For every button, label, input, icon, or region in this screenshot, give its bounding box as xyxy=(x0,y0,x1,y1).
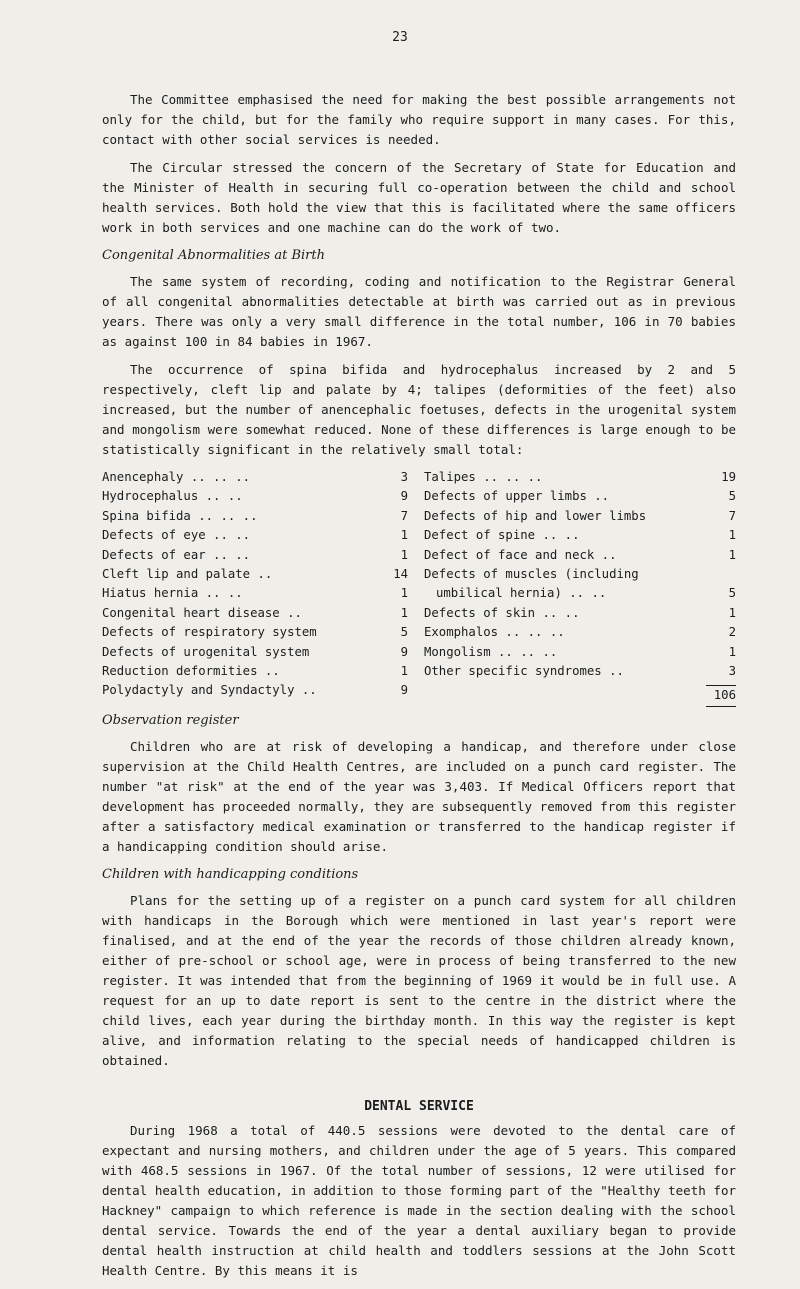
table-column-right xyxy=(424,468,736,707)
row-label: Defects of ear .. .. xyxy=(102,547,251,562)
row-value: 1 xyxy=(400,605,408,620)
row-label: Polydactyly and Syndactyly .. xyxy=(102,683,317,698)
row-label: Defects of skin .. .. xyxy=(424,605,580,620)
row-value: 3 xyxy=(728,664,736,679)
row-label: Congenital heart disease .. xyxy=(102,605,302,620)
row-value: 1 xyxy=(400,528,408,543)
paragraph: Children who are at risk of developing a handicap, and therefore under close supervision at the Child Health Centres, are included on a punch card register. The number "at risk" at the end of the year was 3,403. If Medical Officers report that development has proceeded normally, they are subsequently removed from this register after a satisfactory medical examination or transferred to the handicap register if a handicapping condition should arise. xyxy=(102,738,736,854)
row-value: 9 xyxy=(400,489,408,504)
row-value: 1 xyxy=(400,586,408,601)
row-label: Defect of face and neck .. xyxy=(424,547,617,562)
row-label: Defects of respiratory system xyxy=(102,625,317,640)
table-row xyxy=(424,604,736,623)
row-label: Defects of muscles (including xyxy=(424,567,639,582)
row-value: 1 xyxy=(728,528,736,543)
row-label: Hiatus hernia .. .. xyxy=(102,586,243,601)
table-row xyxy=(102,487,408,506)
table-row xyxy=(424,546,736,565)
section-heading-congenital: Congenital Abnormalities at Birth xyxy=(102,248,325,263)
row-label: Cleft lip and palate .. xyxy=(102,567,273,582)
row-label: Exomphalos .. .. .. xyxy=(424,625,565,640)
table-row xyxy=(424,623,736,642)
table-row xyxy=(102,662,408,681)
paragraph: The same system of recording, coding and notification to the Registrar General of all congenital abnormalities detectable at birth was carried out as in previous years. There was only a very small difference in the total number, 106 in 70 babies as against 100 in 84 babies in 1967. xyxy=(102,274,736,349)
row-value: 19 xyxy=(721,470,736,484)
paragraph: The occurrence of spina bifida and hydrocephalus increased by 2 and 5 respectively, cleft lip and palate by 4; talipes (deformities of the feet) also increased, but the number of anencephalic foetuses, defects in the urogenital system and mongolism were somewhat reduced. None of these differences is large enough to be statistically significant in the relatively small total: xyxy=(102,362,736,457)
row-value: 9 xyxy=(400,683,408,698)
row-label: Defects of hip and lower limbs xyxy=(424,508,647,523)
table-row xyxy=(424,507,736,526)
row-value: 9 xyxy=(400,644,408,659)
page-number: 23 xyxy=(392,30,408,45)
row-value: 14 xyxy=(393,567,408,582)
table-row xyxy=(102,468,408,487)
abnormalities-table xyxy=(102,468,736,707)
table-row xyxy=(102,604,408,623)
row-label: Talipes .. .. .. xyxy=(424,470,543,484)
table-row xyxy=(102,643,408,662)
section-heading-dental: DENTAL SERVICE xyxy=(364,1098,474,1114)
row-value: 5 xyxy=(400,625,408,640)
table-row xyxy=(424,565,736,584)
row-label: Defects of upper limbs .. xyxy=(424,489,610,504)
table-row xyxy=(424,468,736,487)
row-label: Other specific syndromes .. xyxy=(424,664,624,679)
paragraph: Plans for the setting up of a register on a punch card system for all children with handicaps in the Borough which were mentioned in last year's report were finalised, and at the end of the year the records of those children already known, either of pre-school or school age, were in process of being transferred to the new register. It was intended that from the beginning of 1969 it would be in full use. A request for an up to date report is sent to the centre in the district where the child lives, each year during the birthday month. In this way the register is kept alive, and information relating to the special needs of handicapped children is obtained. xyxy=(102,892,736,1068)
row-value xyxy=(706,565,736,584)
paragraph: The Circular stressed the concern of the Secretary of State for Education and the Minister of Health in securing full co-operation between the child and school health services. Both hold the view that this is facilitated where the same officers work in both services and one machine can do the work of two. xyxy=(102,160,736,235)
row-value: 1 xyxy=(728,644,736,659)
table-row xyxy=(424,643,736,662)
row-label: Defect of spine .. .. xyxy=(424,528,580,543)
table-row xyxy=(102,681,408,700)
table-row xyxy=(102,526,408,545)
row-label: Hydrocephalus .. .. xyxy=(102,489,243,504)
row-value: 1 xyxy=(400,547,408,562)
row-label: Defects of urogenital system xyxy=(102,644,310,659)
row-label: Anencephaly .. .. .. xyxy=(102,470,251,484)
table-total-row xyxy=(424,681,736,706)
row-value: 5 xyxy=(728,489,736,504)
table-row xyxy=(424,662,736,681)
table-row xyxy=(102,623,408,642)
row-value: 2 xyxy=(728,625,736,640)
paragraph: The Committee emphasised the need for making the best possible arrangements not only for the child, but for the family who require support in many cases. For this, contact with other social services is needed. xyxy=(102,92,736,147)
row-value: 1 xyxy=(400,664,408,679)
row-label: Defects of eye .. .. xyxy=(102,528,251,543)
table-row xyxy=(102,565,408,584)
table-row xyxy=(424,584,736,603)
page-content xyxy=(102,90,736,1289)
row-value: 7 xyxy=(400,508,408,523)
table-column-left xyxy=(102,468,408,707)
row-label: Mongolism .. .. .. xyxy=(424,644,558,659)
paragraph: During 1968 a total of 440.5 sessions were devoted to the dental care of expectant and nursing mothers, and children under the age of 5 years. This compared with 468.5 sessions in 1967. Of the total number of sessions, 12 were utilised for dental health education, in addition to those forming part of the "Healthy teeth for Hackney" campaign to which reference is made in the section dealing with the school dental service. Towards the end of the year a dental auxiliary began to provide dental health instruction at child health and toddlers sessions at the John Scott Health Centre. By this means it is xyxy=(102,1122,736,1278)
table-row xyxy=(102,584,408,603)
table-total: 106 xyxy=(706,685,736,706)
table-row xyxy=(424,526,736,545)
row-value: 1 xyxy=(728,547,736,562)
row-value: 5 xyxy=(728,586,736,601)
row-label: Spina bifida .. .. .. xyxy=(102,508,258,523)
row-label: umbilical hernia) .. .. xyxy=(436,586,607,601)
table-row xyxy=(424,487,736,506)
row-value: 3 xyxy=(400,470,408,484)
table-row xyxy=(102,507,408,526)
section-heading-handicap: Children with handicapping conditions xyxy=(102,866,359,882)
row-label: Reduction deformities .. xyxy=(102,664,280,679)
row-value: 7 xyxy=(728,508,736,523)
table-row xyxy=(102,546,408,565)
section-heading-observation: Observation register xyxy=(102,712,239,728)
row-value: 1 xyxy=(728,605,736,620)
